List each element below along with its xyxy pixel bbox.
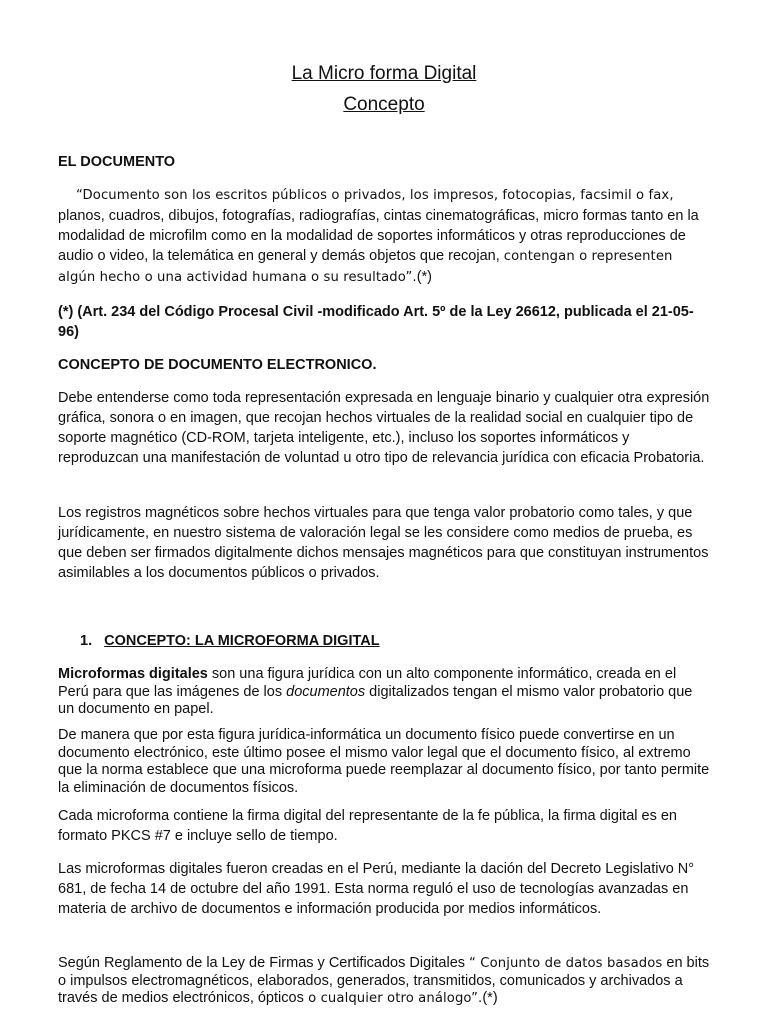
paragraph-de-manera: De manera que por esta figura jurídica-informática un documento físico puede convertirse en un documento electrónico, este último posee el mismo valor legal que el documento físico, al extremo que la norma establece que una microforma puede reemplazar al documento físico, por tanto permite la eliminación de documentos físicos. bbox=[58, 727, 710, 796]
section-heading-documento-electronico: CONCEPTO DE DOCUMENTO ELECTRONICO. bbox=[58, 357, 377, 373]
paragraph-decreto: Las microformas digitales fueron creadas en el Perú, mediante la dación del Decreto Legislativo N° 681, de fecha 14 de octubre del año 1991. Esta norma reguló el uso de tecnologías avanzadas en materia de archivo de documentos e información producida por medios informáticos. bbox=[58, 861, 695, 917]
numbered-heading bbox=[80, 632, 710, 651]
term-microformas-digitales: Microformas digitales bbox=[58, 666, 208, 682]
quote-open: “Documento son los escritos públicos o privados, los impresos, fotocopias, facsimil o fax, bbox=[76, 188, 674, 203]
quote-close: contengan o representen algún hecho o una actividad humana o su resultado”. bbox=[58, 249, 673, 285]
document-subtitle: Concepto bbox=[343, 94, 425, 115]
term-documentos: documentos bbox=[286, 683, 366, 700]
paragraph-definition: Debe entenderse como toda representación expresada en lenguaje binario y cualquier otra expresión gráfica, sonora o en imagen, que recojan hechos virtuales de la realidad social en cualquier tipo de soporte magnético (CD-ROM, tarjeta inteligente, etc.), incluso los soportes informáticos y reproduzcan una manifestación de voluntad u otro tipo de relevancia jurídica con eficacia Probatoria. bbox=[58, 390, 710, 466]
paragraph-firma-digital: Cada microforma contiene la firma digital del representante de la fe pública, la firma digital es en formato PKCS #7 e incluye sello de tiempo. bbox=[58, 808, 677, 844]
heading-number: 1. bbox=[80, 633, 93, 649]
section-el-documento-body bbox=[58, 185, 710, 288]
heading-microforma: CONCEPTO: LA MICROFORMA DIGITAL bbox=[104, 633, 380, 649]
paragraph-reglamento: Según Reglamento de la Ley de Firmas y Certificados Digitales “ Conjunto de datos basados en bits o impulsos electromagnéticos, elaborados, generados, transmitidos, comunicados y archivados a través de medios electrónicos, ópticos o cualquier otro análogo”.(*) bbox=[58, 955, 710, 1006]
section-heading-el-documento: EL DOCUMENTO bbox=[58, 154, 176, 170]
footnote-citation: (*) (Art. 234 del Código Procesal Civil -modificado Art. 5º de la Ley 26612, publicada el 21-05-96) bbox=[58, 304, 694, 340]
footnote-ref-mark-2: (*) bbox=[482, 990, 498, 1006]
document-title: La Micro forma Digital bbox=[291, 63, 477, 84]
quote-datos: “ Conjunto de datos basados bbox=[469, 956, 663, 971]
quote-analogo: o cualquier otro análogo”. bbox=[303, 991, 483, 1006]
paragraph-microformas: Microformas digitales son una figura jurídica con un alto componente informático, creada en el Perú para que las imágenes de los documentos digitalizados tengan el mismo valor probatorio que un documento en papel. bbox=[58, 666, 693, 717]
quote-body: planos, cuadros, dibujos, fotografías, radiografías, cintas cinematográficas, micro formas tanto en la modalidad de microfilm como en la modalidad de soportes informáticos y otras reproducciones de audio o video, la telemática en general y demás objetos que recojan, bbox=[58, 208, 699, 264]
footnote-ref-mark: (*) bbox=[416, 269, 433, 285]
paragraph-registros: Los registros magnéticos sobre hechos virtuales para que tenga valor probatorio como tales, y que jurídicamente, en nuestro sistema de valoración legal se les considere como medios de prueba, es que deben ser firmados digitalmente dichos mensajes magnéticos para que constituyan instrumentos asimilables a los documentos públicos o privados. bbox=[58, 505, 709, 581]
